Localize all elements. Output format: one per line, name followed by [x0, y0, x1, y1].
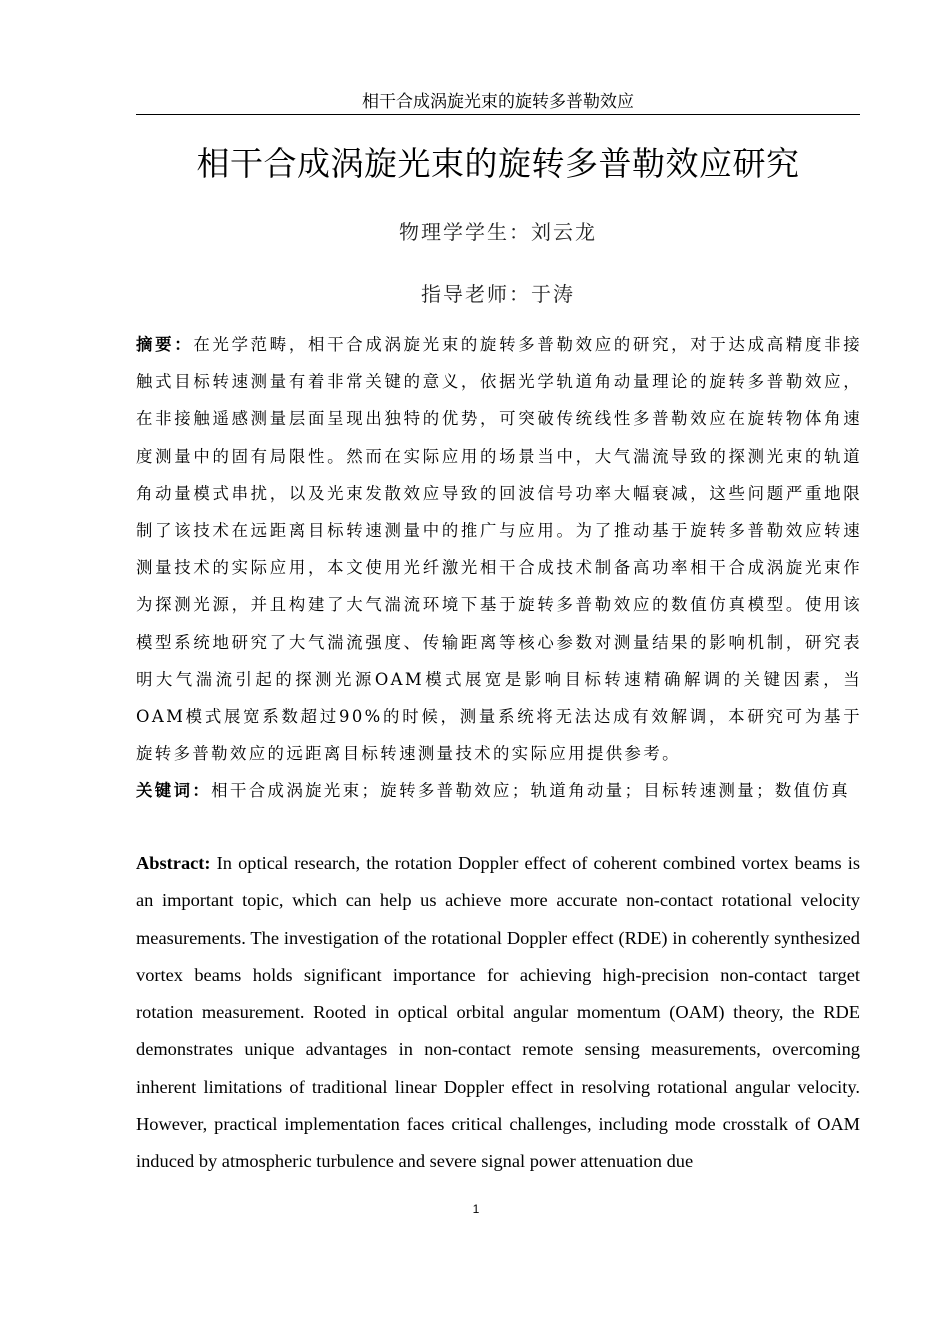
chinese-keywords-text: 相干合成涡旋光束；旋转多普勒效应；轨道角动量；目标转速测量；数值仿真: [211, 781, 851, 800]
english-abstract-text: In optical research, the rotation Doppler effect of coherent combined vortex beams is an important topic, which can help us achieve more accurate non-contact rotational velocity measurements. The investigation of the rotational Doppler effect (RDE) in coherently synthesized vortex beams holds significant importance for achieving high-precision non-contact target rotation measurement. Rooted in optical orbital angular momentum (OAM) theory, the RDE demonstrates unique advantages in non-contact remote sensing measurements, overcoming inherent limitations of traditional linear Doppler effect in resolving rotational angular velocity. However, practical implementation faces critical challenges, including mode crosstalk of OAM induced by atmospheric turbulence and severe signal power attenuation due: [136, 853, 860, 1172]
page-number: 1: [472, 1202, 480, 1216]
chinese-abstract: [136, 326, 862, 772]
header-rule: [136, 114, 860, 115]
advisor-author: 指导老师：于涛: [421, 282, 575, 306]
chinese-keywords: [136, 772, 862, 809]
student-author: 物理学学生：刘云龙: [399, 220, 597, 244]
running-header: 相干合成涡旋光束的旋转多普勒效应: [362, 92, 634, 112]
chinese-abstract-label: 摘要：: [136, 335, 194, 354]
english-abstract: [136, 845, 860, 1181]
paper-title: 相干合成涡旋光束的旋转多普勒效应研究: [196, 144, 800, 183]
chinese-keywords-label: 关键词：: [136, 781, 212, 800]
english-abstract-label: Abstract:: [136, 853, 211, 873]
chinese-abstract-text: 在光学范畴，相干合成涡旋光束的旋转多普勒效应的研究，对于达成高精度非接触式目标转速测量有着非常关键的意义，依据光学轨道角动量理论的旋转多普勒效应，在非接触遥感测量层面呈现出独特的优势，可突破传统线性多普勒效应在旋转物体角速度测量中的固有局限性。然而在实际应用的场景当中，大气湍流导致的探测光束的轨道角动量模式串扰，以及光束发散效应导致的回波信号功率大幅衰减，这些问题严重地限制了该技术在远距离目标转速测量中的推广与应用。为了推动基于旋转多普勒效应转速测量技术的实际应用，本文使用光纤激光相干合成技术制备高功率相干合成涡旋光束作为探测光源，并且构建了大气湍流环境下基于旋转多普勒效应的数值仿真模型。使用该模型系统地研究了大气湍流强度、传输距离等核心参数对测量结果的影响机制，研究表明大气湍流引起的探测光源OAM模式展宽是影响目标转速精确解调的关键因素，当OAM模式展宽系数超过90%的时候，测量系统将无法达成有效解调，本研究可为基于旋转多普勒效应的远距离目标转速测量技术的实际应用提供参考。: [136, 335, 862, 764]
